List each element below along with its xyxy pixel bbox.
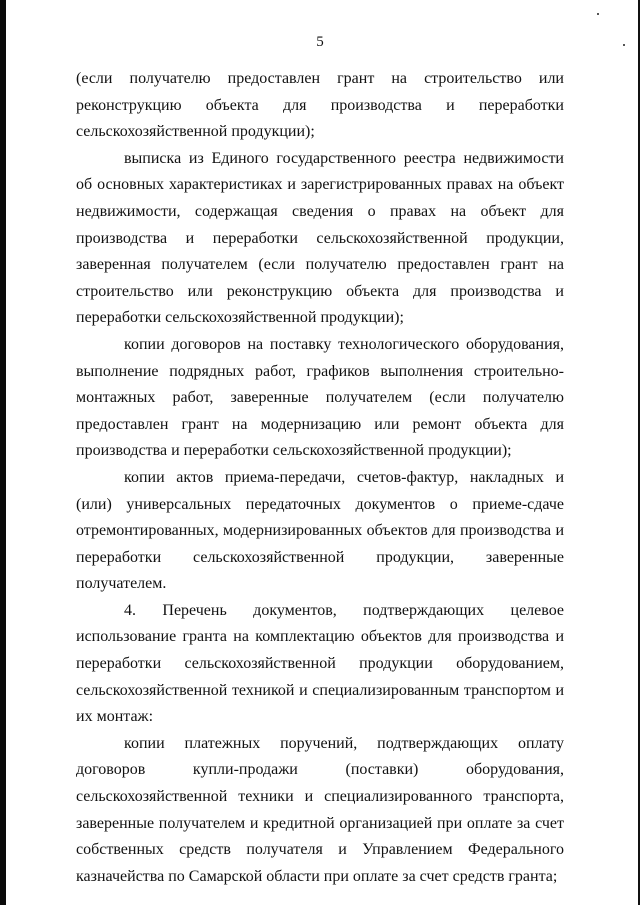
scan-edge-left [0, 0, 6, 905]
paragraph-contract-copies: копии договоров на поставку технологического оборудования, выполнение подрядных работ, графиков выполнения строительно-монтажных работ, заверенные получателем (если получателю предоставлен грант на модернизацию или ремонт объекта для производства и переработки сельскохозяйственной продукции); [76, 335, 564, 460]
scan-speck [597, 13, 599, 15]
page-number: 5 [316, 34, 324, 50]
document-body [76, 66, 564, 890]
paragraph-section-4-heading: 4. Перечень документов, подтверждающих целевое использование гранта на комплектацию объектов для производства и переработки сельскохозяйственной продукции оборудованием, сельскохозяйственной техникой и специализированным транспортом и их монтаж: [76, 601, 564, 726]
paragraph-acceptance-acts: копии актов приема-передачи, счетов-фактур, накладных и (или) универсальных передаточных документов о приеме-сдаче отремонтированных, модернизированных объектов для производства и переработки сельскохозяйственной продукции, заверенные получателем. [76, 468, 564, 593]
paragraph-egrn-extract: выписка из Единого государственного реестра недвижимости об основных характеристиках и зарегистрированных правах на объект недвижимости, содержащая сведения о правах на объект для производства и переработки сельскохозяйственной продукции, заверенная получателем (если получателю предоставлен грант на строительство или реконструкцию объекта для производства и переработки сельскохозяйственной продукции); [76, 149, 564, 327]
paragraph-payment-orders: копии платежных поручений, подтверждающих оплату договоров купли-продажи (поставки) оборудования, сельскохозяйственной техники и специализированного транспорта, заверенные получателем и кредитной организацией при оплате за счет собственных средств получателя и Управлением Федерального казначейства по Самарской области при оплате за счет средств гранта; [76, 734, 564, 885]
paragraph-continuation: (если получателю предоставлен грант на строительство или реконструкцию объекта для производства и переработки сельскохозяйственной продукции); [76, 70, 564, 141]
